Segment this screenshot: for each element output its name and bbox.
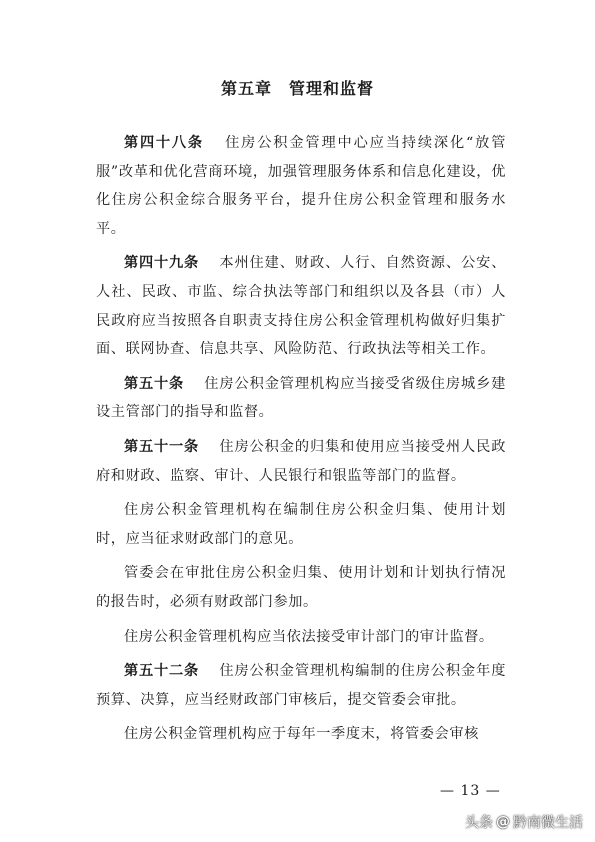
watermark-account: 黔南微生活 xyxy=(513,815,583,831)
article-52 xyxy=(96,657,506,714)
article-text: 住房公积金管理中心应当持续深化“放管服”改革和优化营商环境，加强管理服务体系和信息化建设，优化住房公积金综合服务平台，提升住房公积金管理和服务水平。 xyxy=(96,135,506,237)
article-49 xyxy=(96,249,506,363)
article-number: 第四十八条 xyxy=(124,135,204,151)
article-number: 第四十九条 xyxy=(124,255,200,272)
watermark-prefix: 头条 xyxy=(465,815,493,831)
body-text xyxy=(96,129,506,755)
article-number: 第五十二条 xyxy=(124,663,200,680)
article-51-paragraph-3: 管委会在审批住房公积金归集、使用计划和计划执行情况的报告时，必须有财政部门参加。 xyxy=(96,565,506,610)
article-number: 第五十一条 xyxy=(124,438,200,455)
article-text: 住房公积金管理机构应当接受省级住房城乡建设主管部门的指导和监督。 xyxy=(96,375,506,421)
article-51-paragraph-2: 住房公积金管理机构在编制住房公积金归集、使用计划时，应当征求财政部门的意见。 xyxy=(96,502,506,547)
at-icon: @ xyxy=(496,814,510,830)
article-text: 住房公积金的归集和使用应当接受州人民政府和财政、监察、审计、人民银行和银监等部门的监督。 xyxy=(96,438,506,484)
article-number: 第五十条 xyxy=(124,375,184,392)
article-51-paragraph-4: 住房公积金管理机构应当依法接受审计部门的审计监督。 xyxy=(124,628,494,645)
page-number: — 13 — xyxy=(440,783,501,799)
article-50 xyxy=(96,370,506,427)
chapter-title: 第五章 管理和监督 xyxy=(220,79,374,98)
article-51 xyxy=(96,433,506,490)
article-52-continuation: 住房公积金管理机构应于每年一季度末，将管委会审核 xyxy=(124,726,479,743)
source-watermark xyxy=(465,812,583,832)
article-text: 本州住建、财政、人行、自然资源、公安、人社、民政、市监、综合执法等部门和组织以及各县（市）人民政府应当按照各自职责支持住房公积金管理机构做好归集扩面、联网协查、信息共享、风险防范、行政执法等相关工作。 xyxy=(96,255,506,358)
article-text: 住房公积金管理机构编制的住房公积金年度预算、决算，应当经财政部门审核后，提交管委会审批。 xyxy=(96,663,506,708)
article-48 xyxy=(96,129,506,243)
